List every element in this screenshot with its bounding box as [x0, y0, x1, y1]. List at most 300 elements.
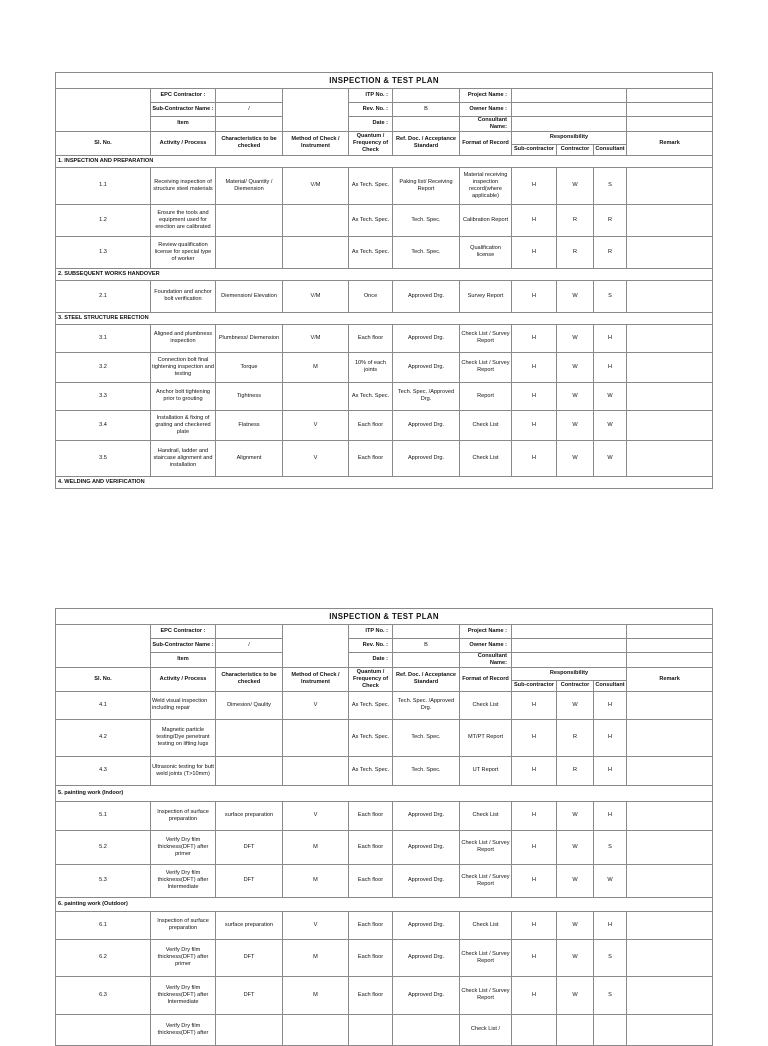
- project-meta-label: Owner Name :: [460, 639, 512, 653]
- quantum-cell: Each floor: [349, 911, 393, 939]
- contractor-cell: W: [557, 167, 594, 204]
- sl-no-cell: 2.1: [56, 280, 151, 312]
- quantum-cell: As Tech. Spec.: [349, 382, 393, 410]
- consultant-cell: W: [594, 382, 627, 410]
- quantum-cell: 10% of each joints: [349, 352, 393, 382]
- remark-cell: [627, 801, 713, 830]
- consultant-cell: H: [594, 719, 627, 756]
- sub-contractor-cell: H: [512, 204, 557, 236]
- format-cell: MT/PT Report: [460, 719, 512, 756]
- sub-contractor-cell: H: [512, 167, 557, 204]
- contractor-cell: [557, 1014, 594, 1045]
- quantum-cell: As Tech. Spec.: [349, 236, 393, 268]
- sub-contractor-cell: H: [512, 939, 557, 976]
- format-cell: Check List: [460, 410, 512, 440]
- activity-cell: Verify Dry film thickness(DFT) after primer: [151, 939, 216, 976]
- activity-cell: Aligned and plumbness inspection: [151, 324, 216, 352]
- sl-no-cell: [56, 1014, 151, 1045]
- col-header-responsibility: Responsibility: [512, 667, 627, 680]
- remark-cell: [627, 691, 713, 719]
- epc-contractor-value: [216, 89, 283, 103]
- format-cell: Survey Report: [460, 280, 512, 312]
- project-meta-extra: [627, 625, 713, 639]
- method-cell: V: [283, 911, 349, 939]
- sub-contractor-cell: H: [512, 911, 557, 939]
- col-header-activity: Activity / Process: [151, 131, 216, 155]
- col-header-method: Method of Check / Instrument: [283, 667, 349, 691]
- format-cell: Material receiving inspection record(where applicable): [460, 167, 512, 204]
- activity-cell: Foundation and anchor bolt verification: [151, 280, 216, 312]
- item-value: [216, 653, 283, 668]
- remark-cell: [627, 167, 713, 204]
- sub-contractor-label: Sub-Contractor Name :: [151, 639, 216, 653]
- format-cell: UT Report: [460, 756, 512, 785]
- col-header-format: Format of Record: [460, 131, 512, 155]
- table-row: [56, 1014, 713, 1045]
- sub-contractor-cell: H: [512, 410, 557, 440]
- format-cell: Check List: [460, 911, 512, 939]
- ref-doc-cell: Tech. Spec.: [393, 719, 460, 756]
- project-meta-value: [512, 103, 627, 117]
- col-header-contractor: Contractor: [557, 680, 594, 691]
- meta-value: B: [393, 639, 460, 653]
- characteristics-cell: Flatness: [216, 410, 283, 440]
- activity-cell: Inspection of surface preparation: [151, 911, 216, 939]
- project-meta-label: Consultant Name:: [460, 653, 512, 668]
- consultant-cell: H: [594, 352, 627, 382]
- consultant-cell: R: [594, 204, 627, 236]
- sub-contractor-cell: H: [512, 830, 557, 864]
- sub-contractor-cell: H: [512, 691, 557, 719]
- sl-no-cell: 3.3: [56, 382, 151, 410]
- info-spacer-cell: [283, 625, 349, 668]
- quantum-cell: Each floor: [349, 410, 393, 440]
- quantum-cell: As Tech. Spec.: [349, 167, 393, 204]
- contractor-cell: W: [557, 382, 594, 410]
- format-cell: Check List /: [460, 1014, 512, 1045]
- consultant-cell: S: [594, 280, 627, 312]
- epc-contractor-label: EPC Contractor :: [151, 625, 216, 639]
- project-meta-label: Project Name :: [460, 89, 512, 103]
- meta-value: [393, 89, 460, 103]
- project-meta-extra: [627, 639, 713, 653]
- contractor-cell: W: [557, 830, 594, 864]
- sub-contractor-cell: H: [512, 382, 557, 410]
- sub-contractor-label: Sub-Contractor Name :: [151, 103, 216, 117]
- sub-contractor-cell: H: [512, 976, 557, 1014]
- remark-cell: [627, 830, 713, 864]
- activity-cell: Connection bolt final tightening inspection and testing: [151, 352, 216, 382]
- characteristics-cell: Alignment: [216, 440, 283, 476]
- remark-cell: [627, 911, 713, 939]
- contractor-cell: R: [557, 236, 594, 268]
- characteristics-cell: DFT: [216, 976, 283, 1014]
- section-title: 3. STEEL STRUCTURE ERECTION: [56, 312, 713, 324]
- activity-cell: Anchor bolt tightening prior to grouting: [151, 382, 216, 410]
- method-cell: M: [283, 830, 349, 864]
- document-title: INSPECTION & TEST PLAN: [56, 73, 713, 89]
- table-row: [56, 801, 713, 830]
- remark-cell: [627, 756, 713, 785]
- sub-contractor-cell: [512, 1014, 557, 1045]
- remark-cell: [627, 280, 713, 312]
- col-header-sl-no: Sl. No.: [56, 131, 151, 155]
- epc-contractor-value: [216, 625, 283, 639]
- remark-cell: [627, 236, 713, 268]
- ref-doc-cell: Approved Drg.: [393, 324, 460, 352]
- item-label: Item: [151, 117, 216, 132]
- sub-contractor-cell: H: [512, 440, 557, 476]
- ref-doc-cell: Tech. Spec. /Approved Drg.: [393, 691, 460, 719]
- ref-doc-cell: Approved Drg.: [393, 352, 460, 382]
- contractor-cell: W: [557, 864, 594, 897]
- project-meta-label: Consultant Name:: [460, 117, 512, 132]
- characteristics-cell: DFT: [216, 864, 283, 897]
- activity-cell: Review qualification license for special type of worker: [151, 236, 216, 268]
- sl-no-cell: 5.2: [56, 830, 151, 864]
- remark-cell: [627, 719, 713, 756]
- activity-cell: Magnetic particle testing/Dye penetrant testing on lifting lugs: [151, 719, 216, 756]
- ref-doc-cell: Approved Drg.: [393, 440, 460, 476]
- format-cell: Check List / Survey Report: [460, 864, 512, 897]
- table-row: [56, 204, 713, 236]
- project-meta-extra: [627, 653, 713, 668]
- ref-doc-cell: Tech. Spec.: [393, 236, 460, 268]
- sl-no-cell: 4.2: [56, 719, 151, 756]
- remark-cell: [627, 864, 713, 897]
- activity-cell: Ensure the tools and equipment used for erection are calibrated: [151, 204, 216, 236]
- consultant-cell: H: [594, 911, 627, 939]
- col-header-ref-doc: Ref. Doc. / Acceptance Standard: [393, 131, 460, 155]
- sub-contractor-value: /: [216, 103, 283, 117]
- project-meta-value: [512, 639, 627, 653]
- activity-cell: Ultrasonic testing for butt weld joints (T>10mm): [151, 756, 216, 785]
- format-cell: Report: [460, 382, 512, 410]
- remark-cell: [627, 410, 713, 440]
- contractor-cell: R: [557, 719, 594, 756]
- characteristics-cell: Torque: [216, 352, 283, 382]
- sub-contractor-cell: H: [512, 801, 557, 830]
- section-row: [56, 268, 713, 280]
- project-meta-extra: [627, 89, 713, 103]
- sub-contractor-value: /: [216, 639, 283, 653]
- sub-contractor-cell: H: [512, 324, 557, 352]
- col-header-quantum: Quantum / Frequency of Check: [349, 667, 393, 691]
- characteristics-cell: Dimesion/ Qaulity: [216, 691, 283, 719]
- quantum-cell: Each floor: [349, 976, 393, 1014]
- method-cell: V/M: [283, 324, 349, 352]
- sl-no-cell: 3.1: [56, 324, 151, 352]
- meta-value: [393, 653, 460, 668]
- method-cell: V/M: [283, 167, 349, 204]
- activity-cell: Verify Dry film thickness(DFT) after: [151, 1014, 216, 1045]
- quantum-cell: Each floor: [349, 324, 393, 352]
- activity-cell: Verify Dry film thickness(DFT) after primer: [151, 830, 216, 864]
- quantum-cell: Each floor: [349, 801, 393, 830]
- characteristics-cell: [216, 1014, 283, 1045]
- item-label: Item: [151, 653, 216, 668]
- table-row: [56, 830, 713, 864]
- consultant-cell: W: [594, 410, 627, 440]
- quantum-cell: [349, 1014, 393, 1045]
- contractor-cell: W: [557, 440, 594, 476]
- table-row: [56, 440, 713, 476]
- table-row: [56, 236, 713, 268]
- quantum-cell: Once: [349, 280, 393, 312]
- col-header-remark: Remark: [627, 131, 713, 155]
- consultant-cell: W: [594, 440, 627, 476]
- characteristics-cell: Tightness: [216, 382, 283, 410]
- method-cell: M: [283, 939, 349, 976]
- consultant-cell: R: [594, 236, 627, 268]
- table-row: [56, 911, 713, 939]
- itp-sheet-1: [55, 72, 712, 489]
- contractor-cell: R: [557, 756, 594, 785]
- table-row: [56, 691, 713, 719]
- activity-cell: Verify Dry film thickness(DFT) after Intermediate: [151, 864, 216, 897]
- sub-contractor-cell: H: [512, 719, 557, 756]
- section-title: 1. INSPECTION AND PREPARATION: [56, 155, 713, 167]
- sub-contractor-cell: H: [512, 864, 557, 897]
- quantum-cell: Each floor: [349, 440, 393, 476]
- item-value: [216, 117, 283, 132]
- sl-no-cell: 5.3: [56, 864, 151, 897]
- col-header-responsibility: Responsibility: [512, 131, 627, 144]
- section-row: [56, 897, 713, 911]
- ref-doc-cell: Approved Drg.: [393, 864, 460, 897]
- characteristics-cell: [216, 719, 283, 756]
- characteristics-cell: Material/ Quantity / Diemension: [216, 167, 283, 204]
- info-blank-cell: [56, 89, 151, 132]
- consultant-cell: [594, 1014, 627, 1045]
- sl-no-cell: 3.2: [56, 352, 151, 382]
- ref-doc-cell: Approved Drg.: [393, 830, 460, 864]
- col-header-ref-doc: Ref. Doc. / Acceptance Standard: [393, 667, 460, 691]
- table-row: [56, 719, 713, 756]
- remark-cell: [627, 976, 713, 1014]
- sl-no-cell: 4.1: [56, 691, 151, 719]
- format-cell: Check List / Survey Report: [460, 976, 512, 1014]
- quantum-cell: As Tech. Spec.: [349, 691, 393, 719]
- characteristics-cell: [216, 756, 283, 785]
- quantum-cell: Each floor: [349, 864, 393, 897]
- sub-contractor-cell: H: [512, 280, 557, 312]
- consultant-cell: H: [594, 324, 627, 352]
- quantum-cell: As Tech. Spec.: [349, 204, 393, 236]
- table-row: [56, 382, 713, 410]
- format-cell: Check List / Survey Report: [460, 830, 512, 864]
- col-header-sl-no: Sl. No.: [56, 667, 151, 691]
- method-cell: M: [283, 864, 349, 897]
- ref-doc-cell: [393, 1014, 460, 1045]
- sl-no-cell: 5.1: [56, 801, 151, 830]
- remark-cell: [627, 352, 713, 382]
- meta-value: B: [393, 103, 460, 117]
- sl-no-cell: 6.3: [56, 976, 151, 1014]
- col-header-quantum: Quantum / Frequency of Check: [349, 131, 393, 155]
- activity-cell: Installation & fixing of grating and checkered plate: [151, 410, 216, 440]
- contractor-cell: W: [557, 691, 594, 719]
- meta-label: Date :: [349, 653, 393, 668]
- method-cell: [283, 204, 349, 236]
- format-cell: Check List / Survey Report: [460, 939, 512, 976]
- col-header-characteristics: Characteristics to be checked: [216, 667, 283, 691]
- quantum-cell: Each floor: [349, 830, 393, 864]
- ref-doc-cell: Tech. Spec.: [393, 756, 460, 785]
- col-header-sub-contractor: Sub-contractor: [512, 144, 557, 155]
- project-meta-extra: [627, 117, 713, 132]
- project-meta-label: Owner Name :: [460, 103, 512, 117]
- sl-no-cell: 1.3: [56, 236, 151, 268]
- consultant-cell: H: [594, 691, 627, 719]
- meta-label: Rev. No. :: [349, 639, 393, 653]
- col-header-contractor: Contractor: [557, 144, 594, 155]
- col-header-activity: Activity / Process: [151, 667, 216, 691]
- table-row: [56, 280, 713, 312]
- method-cell: [283, 719, 349, 756]
- sl-no-cell: 4.3: [56, 756, 151, 785]
- info-spacer-cell: [283, 89, 349, 132]
- table-row: [56, 976, 713, 1014]
- table-row: [56, 167, 713, 204]
- method-cell: V: [283, 691, 349, 719]
- method-cell: [283, 756, 349, 785]
- format-cell: Calibration Report: [460, 204, 512, 236]
- col-header-consultant: Consultant: [594, 144, 627, 155]
- consultant-cell: S: [594, 167, 627, 204]
- table-row: [56, 352, 713, 382]
- quantum-cell: As Tech. Spec.: [349, 719, 393, 756]
- consultant-cell: H: [594, 801, 627, 830]
- format-cell: Check List / Survey Report: [460, 324, 512, 352]
- section-title: 5. painting work (Indoor): [56, 785, 713, 801]
- project-meta-value: [512, 625, 627, 639]
- format-cell: Check List: [460, 440, 512, 476]
- consultant-cell: S: [594, 830, 627, 864]
- info-blank-cell: [56, 625, 151, 668]
- meta-value: [393, 117, 460, 132]
- sl-no-cell: 3.5: [56, 440, 151, 476]
- characteristics-cell: surface preparation: [216, 801, 283, 830]
- method-cell: V/M: [283, 280, 349, 312]
- sl-no-cell: 3.4: [56, 410, 151, 440]
- sub-contractor-cell: H: [512, 352, 557, 382]
- characteristics-cell: Plumbness/ Diemension: [216, 324, 283, 352]
- sl-no-cell: 6.1: [56, 911, 151, 939]
- remark-cell: [627, 939, 713, 976]
- method-cell: M: [283, 976, 349, 1014]
- meta-label: Rev. No. :: [349, 103, 393, 117]
- characteristics-cell: [216, 236, 283, 268]
- remark-cell: [627, 1014, 713, 1045]
- table-row: [56, 410, 713, 440]
- project-meta-value: [512, 117, 627, 132]
- project-meta-label: Project Name :: [460, 625, 512, 639]
- ref-doc-cell: Approved Drg.: [393, 911, 460, 939]
- remark-cell: [627, 204, 713, 236]
- remark-cell: [627, 382, 713, 410]
- consultant-cell: S: [594, 939, 627, 976]
- section-row: [56, 785, 713, 801]
- document-title: INSPECTION & TEST PLAN: [56, 609, 713, 625]
- ref-doc-cell: Approved Drg.: [393, 410, 460, 440]
- sub-contractor-cell: H: [512, 756, 557, 785]
- characteristics-cell: Diemension/ Elevation: [216, 280, 283, 312]
- activity-cell: Handrail, ladder and staircase alignment and installation: [151, 440, 216, 476]
- contractor-cell: W: [557, 939, 594, 976]
- remark-cell: [627, 440, 713, 476]
- characteristics-cell: [216, 204, 283, 236]
- project-meta-extra: [627, 103, 713, 117]
- table-row: [56, 864, 713, 897]
- consultant-cell: H: [594, 756, 627, 785]
- method-cell: V: [283, 410, 349, 440]
- method-cell: [283, 1014, 349, 1045]
- contractor-cell: W: [557, 352, 594, 382]
- meta-label: ITP No. :: [349, 89, 393, 103]
- activity-cell: Inspection of surface preparation: [151, 801, 216, 830]
- ref-doc-cell: Paking list/ Receiving Report: [393, 167, 460, 204]
- itp-table: [55, 72, 713, 489]
- characteristics-cell: DFT: [216, 830, 283, 864]
- sl-no-cell: 1.2: [56, 204, 151, 236]
- ref-doc-cell: Tech. Spec. /Approved Drg.: [393, 382, 460, 410]
- contractor-cell: W: [557, 280, 594, 312]
- section-row: [56, 476, 713, 488]
- remark-cell: [627, 324, 713, 352]
- ref-doc-cell: Approved Drg.: [393, 801, 460, 830]
- epc-contractor-label: EPC Contractor :: [151, 89, 216, 103]
- ref-doc-cell: Tech. Spec.: [393, 204, 460, 236]
- table-row: [56, 324, 713, 352]
- col-header-consultant: Consultant: [594, 680, 627, 691]
- section-title: 2. SUBSEQUENT WORKS HANDOVER: [56, 268, 713, 280]
- table-row: [56, 756, 713, 785]
- sub-contractor-cell: H: [512, 236, 557, 268]
- section-title: 4. WELDING AND VERIFICATION: [56, 476, 713, 488]
- contractor-cell: W: [557, 801, 594, 830]
- col-header-method: Method of Check / Instrument: [283, 131, 349, 155]
- meta-value: [393, 625, 460, 639]
- method-cell: M: [283, 352, 349, 382]
- ref-doc-cell: Approved Drg.: [393, 939, 460, 976]
- consultant-cell: S: [594, 976, 627, 1014]
- contractor-cell: W: [557, 324, 594, 352]
- format-cell: Check List: [460, 801, 512, 830]
- format-cell: Check List / Survey Report: [460, 352, 512, 382]
- meta-label: Date :: [349, 117, 393, 132]
- consultant-cell: W: [594, 864, 627, 897]
- activity-cell: Receiving inspection of structure steel materials: [151, 167, 216, 204]
- ref-doc-cell: Approved Drg.: [393, 280, 460, 312]
- format-cell: Qualification license: [460, 236, 512, 268]
- format-cell: Check List: [460, 691, 512, 719]
- meta-label: ITP No. :: [349, 625, 393, 639]
- method-cell: [283, 236, 349, 268]
- method-cell: V: [283, 440, 349, 476]
- section-row: [56, 155, 713, 167]
- col-header-characteristics: Characteristics to be checked: [216, 131, 283, 155]
- contractor-cell: W: [557, 976, 594, 1014]
- itp-table: [55, 608, 713, 1046]
- quantum-cell: Each floor: [349, 939, 393, 976]
- sl-no-cell: 1.1: [56, 167, 151, 204]
- section-title: 6. painting work (Outdoor): [56, 897, 713, 911]
- method-cell: V: [283, 801, 349, 830]
- ref-doc-cell: Approved Drg.: [393, 976, 460, 1014]
- activity-cell: Verify Dry film thickness(DFT) after Intermediate: [151, 976, 216, 1014]
- activity-cell: Weld visual inspection including repair: [151, 691, 216, 719]
